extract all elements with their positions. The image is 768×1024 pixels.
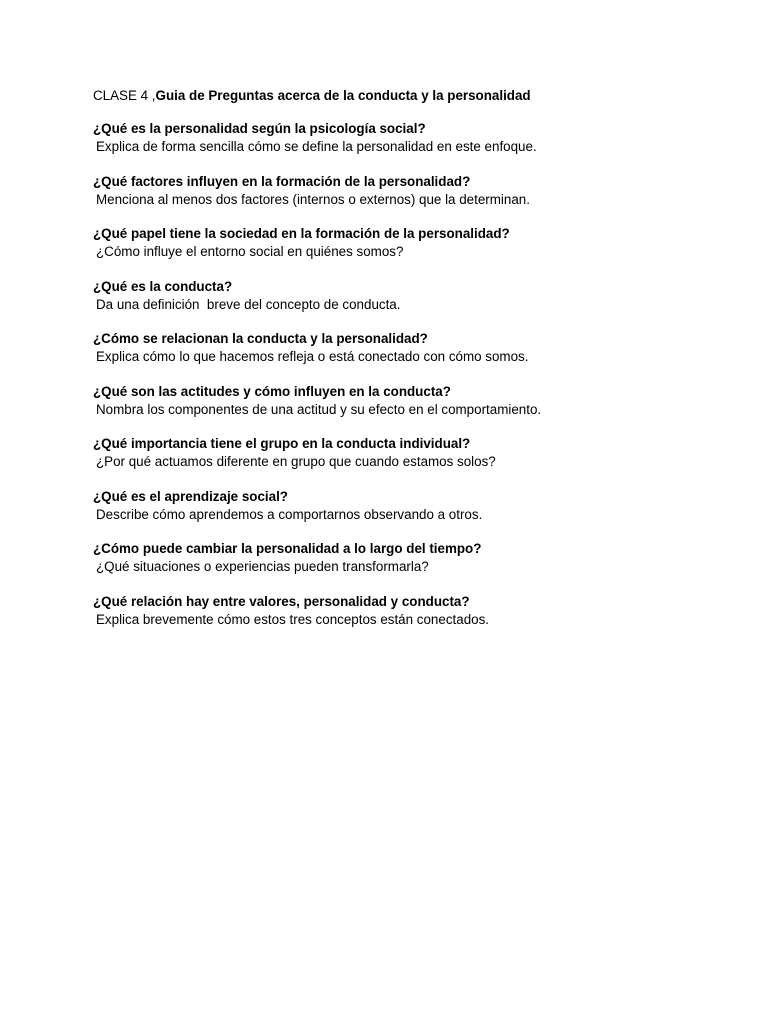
question-block-10 — [93, 593, 733, 629]
question-block-9 — [93, 540, 733, 576]
question-prompt: ¿Cómo influye el entorno social en quiénes somos? — [96, 244, 404, 259]
question-text: ¿Qué factores influyen en la formación de la personalidad? — [93, 173, 471, 189]
question-prompt: ¿Por qué actuamos diferente en grupo que cuando estamos solos? — [96, 454, 496, 469]
question-text: ¿Qué es el aprendizaje social? — [93, 488, 288, 504]
document-page — [93, 86, 733, 645]
question-prompt: ¿Qué situaciones o experiencias pueden transformarla? — [96, 559, 429, 574]
question-text: ¿Qué papel tiene la sociedad en la formación de la personalidad? — [93, 226, 510, 241]
question-prompt: Explica cómo lo que hacemos refleja o está conectado con cómo somos. — [96, 349, 529, 364]
question-text: ¿Cómo se relacionan la conducta y la personalidad? — [93, 331, 428, 346]
question-block-8 — [93, 488, 733, 524]
question-prompt: Explica de forma sencilla cómo se define la personalidad en este enfoque. — [96, 139, 537, 154]
document-title — [93, 86, 733, 105]
question-text: ¿Qué son las actitudes y cómo influyen en la conducta? — [93, 383, 451, 399]
question-block-6 — [93, 383, 733, 419]
question-block-2 — [93, 173, 733, 209]
question-text: ¿Cómo puede cambiar la personalidad a lo largo del tiempo? — [93, 541, 482, 556]
question-block-7 — [93, 435, 733, 471]
question-block-5 — [93, 330, 733, 366]
question-block-1 — [93, 120, 733, 156]
question-text: ¿Qué es la personalidad según la psicología social? — [93, 121, 426, 136]
question-text: ¿Qué es la conducta? — [93, 278, 233, 294]
question-prompt: Nombra los componentes de una actitud y su efecto en el comportamiento. — [96, 401, 542, 417]
question-block-3 — [93, 225, 733, 261]
question-prompt: Menciona al menos dos factores (internos o externos) que la determinan. — [96, 191, 530, 207]
document-title-prefix: CLASE 4 , — [93, 88, 156, 103]
question-text: ¿Qué importancia tiene el grupo en la conducta individual? — [93, 436, 471, 451]
document-title-main: Guia de Preguntas acerca de la conducta y la personalidad — [155, 88, 531, 103]
question-prompt: Describe cómo aprendemos a comportarnos observando a otros. — [96, 506, 483, 522]
question-prompt: Explica brevemente cómo estos tres conceptos están conectados. — [96, 611, 490, 627]
question-text: ¿Qué relación hay entre valores, personalidad y conducta? — [93, 593, 470, 609]
question-block-4 — [93, 278, 733, 314]
question-prompt: Da una definición breve del concepto de conducta. — [96, 296, 401, 312]
